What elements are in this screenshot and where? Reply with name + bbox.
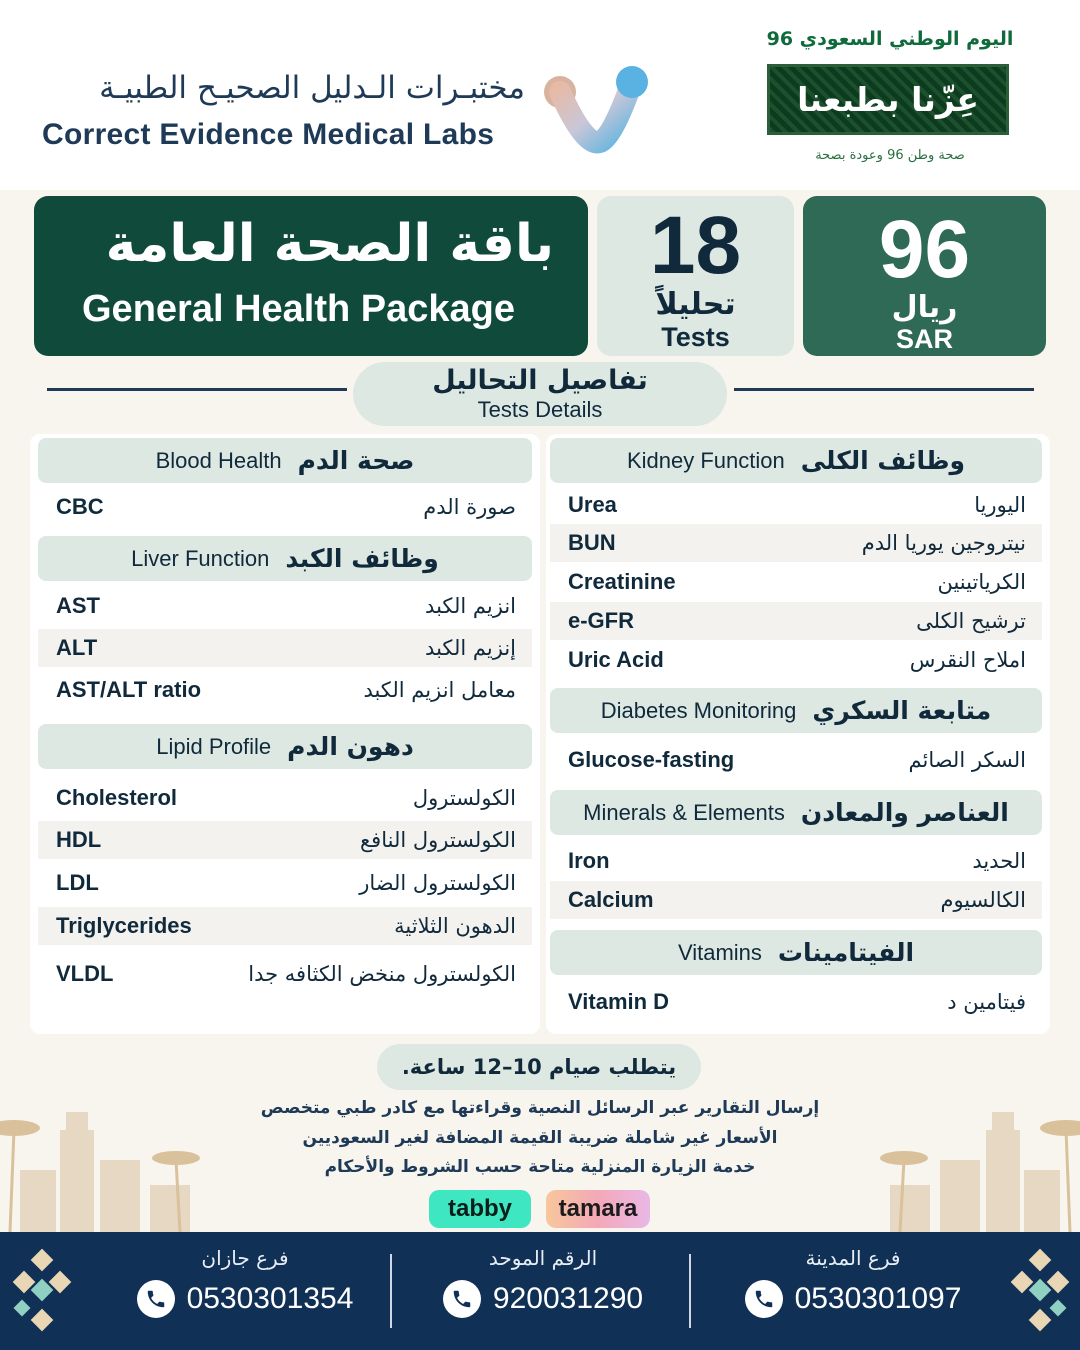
test-name-ar: ترشيح الكلى xyxy=(916,609,1026,633)
section-title-ar: وظائف الكبد xyxy=(285,544,439,573)
national-day-badge-text: عِزّنا بطبعنا xyxy=(797,80,979,119)
section-title-ar: الفيتامينات xyxy=(777,938,915,967)
test-row xyxy=(38,587,532,625)
section-title-en: Lipid Profile xyxy=(156,733,272,759)
currency-en: SAR xyxy=(895,324,953,354)
test-row xyxy=(38,488,532,526)
lab-name-en: Correct Evidence Medical Labs xyxy=(42,118,495,151)
package-title-box xyxy=(34,196,588,356)
phone-icon xyxy=(745,1280,783,1318)
test-name-ar: الكولسترول xyxy=(412,786,516,810)
test-name-ar: الكرياتينين xyxy=(937,570,1026,594)
test-name-en: VLDL xyxy=(56,961,114,986)
section-title-ar: صحة الدم xyxy=(297,446,415,475)
section-title-en: Diabetes Monitoring xyxy=(600,697,797,723)
test-name-ar: إنزيم الكبد xyxy=(425,636,516,660)
test-name-en: Iron xyxy=(568,848,610,873)
footer-contacts xyxy=(0,1232,1080,1350)
test-row xyxy=(38,671,532,709)
test-name-ar: السكر الصائم xyxy=(908,748,1026,772)
test-row xyxy=(550,486,1042,524)
test-name-ar: فيتامين د xyxy=(947,990,1026,1014)
test-name-en: e-GFR xyxy=(568,608,634,633)
currency-ar: ريال xyxy=(891,290,958,325)
tests-details-ar: تفاصيل التحاليل xyxy=(432,365,648,396)
section-liver-function xyxy=(38,536,532,581)
test-name-en: HDL xyxy=(56,827,102,852)
tests-count: 18 xyxy=(649,200,742,291)
lab-logo[interactable] xyxy=(40,62,650,154)
test-row xyxy=(550,842,1042,880)
note-line: الأسعار غير شاملة ضريبة القيمة المضافة لغير السعوديين xyxy=(302,1128,778,1148)
tests-count-box xyxy=(597,196,794,356)
branch-name: الرقم الموحد xyxy=(488,1246,598,1270)
test-row xyxy=(38,864,532,902)
test-name-en: Cholesterol xyxy=(56,785,178,810)
section-title-en: Kidney Function xyxy=(626,447,785,473)
test-row xyxy=(550,741,1042,779)
tests-column-right xyxy=(546,434,1050,1034)
section-title-ar: دهون الدم xyxy=(287,732,414,761)
test-name-ar: صورة الدم xyxy=(423,495,516,519)
national-day-title: اليوم الوطني السعودي 96 xyxy=(766,28,1014,50)
test-row xyxy=(38,907,532,945)
footer-separator xyxy=(689,1254,691,1328)
test-name-en: AST xyxy=(56,593,100,618)
tests-column-left xyxy=(30,434,540,1034)
test-name-en: Triglycerides xyxy=(56,913,192,938)
note-line: خدمة الزيارة المنزلية متاحة حسب الشروط والأحكام xyxy=(324,1157,756,1177)
tabby-payment-badge[interactable]: tabby xyxy=(429,1190,531,1228)
test-row xyxy=(38,955,532,993)
test-name-ar: معامل انزيم الكبد xyxy=(363,678,516,702)
test-row xyxy=(550,602,1042,640)
section-title-ar: وظائف الكلى xyxy=(800,446,966,475)
section-kidney-function xyxy=(550,438,1042,483)
lab-logo-icon xyxy=(540,62,650,154)
phone-icon xyxy=(137,1280,175,1318)
section-title-ar: العناصر والمعادن xyxy=(800,798,1009,827)
price-value: 96 xyxy=(878,204,971,295)
test-name-ar: الكالسيوم xyxy=(940,888,1026,912)
test-row xyxy=(38,779,532,817)
test-name-en: Glucose-fasting xyxy=(568,747,735,772)
package-name-ar: باقة الصحة العامة xyxy=(105,214,554,274)
phone-number: 920031290 xyxy=(492,1282,644,1315)
national-day-badge xyxy=(767,64,1009,135)
branch-madinah xyxy=(738,1246,968,1318)
lab-name-ar: مختبـرات الـدليل الصحيـح الطبيـة xyxy=(99,70,525,106)
branch-unified-number xyxy=(428,1246,658,1318)
section-minerals-elements xyxy=(550,790,1042,835)
section-vitamins xyxy=(550,930,1042,975)
main-content xyxy=(0,190,1080,1232)
test-row xyxy=(550,524,1042,562)
section-diabetes-monitoring xyxy=(550,688,1042,733)
phone-icon xyxy=(443,1280,481,1318)
phone-link[interactable] xyxy=(130,1280,360,1318)
test-name-ar: الكولسترول منخض الكثافه جدا xyxy=(248,962,516,986)
section-title-en: Minerals & Elements xyxy=(583,799,785,825)
test-name-en: Creatinine xyxy=(568,569,676,594)
branch-name: فرع المدينة xyxy=(805,1246,901,1270)
test-name-en: Uric Acid xyxy=(568,647,664,672)
section-blood-health xyxy=(38,438,532,483)
section-lipid-profile xyxy=(38,724,532,769)
header xyxy=(0,0,1080,190)
test-row xyxy=(550,881,1042,919)
phone-link[interactable] xyxy=(428,1280,658,1318)
test-name-en: LDL xyxy=(56,870,99,895)
phone-link[interactable] xyxy=(738,1280,968,1318)
test-name-ar: الحديد xyxy=(972,849,1026,873)
phone-number: 0530301354 xyxy=(186,1282,354,1315)
test-name-en: Urea xyxy=(568,492,617,517)
section-title-en: Liver Function xyxy=(131,545,270,571)
package-name-en: General Health Package xyxy=(82,288,515,330)
test-name-ar: نيتروجين يوريا الدم xyxy=(861,531,1026,555)
tests-label-ar: تحليلاً xyxy=(655,287,736,322)
diamond-pattern-decoration xyxy=(6,1246,76,1336)
section-title-ar: متابعة السكري xyxy=(812,696,992,725)
note-line: إرسال التقارير عبر الرسائل النصية وقراءتها مع كادر طبي متخصص xyxy=(260,1098,820,1118)
fasting-requirement: يتطلب صيام 10–12 ساعة. xyxy=(377,1044,701,1090)
test-row xyxy=(38,629,532,667)
branch-jazan xyxy=(130,1246,360,1318)
section-title-en: Blood Health xyxy=(155,447,282,473)
test-name-ar: املاح النقرس xyxy=(909,648,1026,672)
test-name-ar: الكولسترول النافع xyxy=(360,828,516,852)
tests-details-en: Tests Details xyxy=(477,397,603,422)
test-name-ar: الدهون الثلاثية xyxy=(394,914,516,938)
tests-label-en: Tests xyxy=(661,322,730,352)
divider-right xyxy=(734,388,1034,391)
phone-number: 0530301097 xyxy=(794,1282,962,1315)
price-box xyxy=(803,196,1046,356)
test-name-ar: اليوريا xyxy=(974,493,1026,517)
test-name-en: Calcium xyxy=(568,887,654,912)
test-name-en: ALT xyxy=(56,635,98,660)
test-row xyxy=(550,641,1042,679)
footer-separator xyxy=(390,1254,392,1328)
diamond-pattern-decoration xyxy=(1004,1246,1074,1336)
test-name-en: CBC xyxy=(56,494,104,519)
section-title-en: Vitamins xyxy=(677,939,762,965)
test-name-en: Vitamin D xyxy=(568,989,670,1014)
test-row xyxy=(550,983,1042,1021)
test-name-en: AST/ALT ratio xyxy=(56,677,202,702)
test-row xyxy=(550,563,1042,601)
tamara-payment-badge[interactable]: tamara xyxy=(546,1190,650,1228)
test-name-ar: انزيم الكبد xyxy=(425,594,516,618)
test-name-ar: الكولسترول الضار xyxy=(359,871,516,895)
test-row xyxy=(38,821,532,859)
branch-name: فرع جازان xyxy=(201,1246,289,1270)
divider-left xyxy=(47,388,347,391)
test-name-en: BUN xyxy=(568,530,616,555)
tests-details-heading xyxy=(353,362,727,426)
national-day-subtitle: صحة وطن 96 وعودة بصحة xyxy=(815,148,965,163)
